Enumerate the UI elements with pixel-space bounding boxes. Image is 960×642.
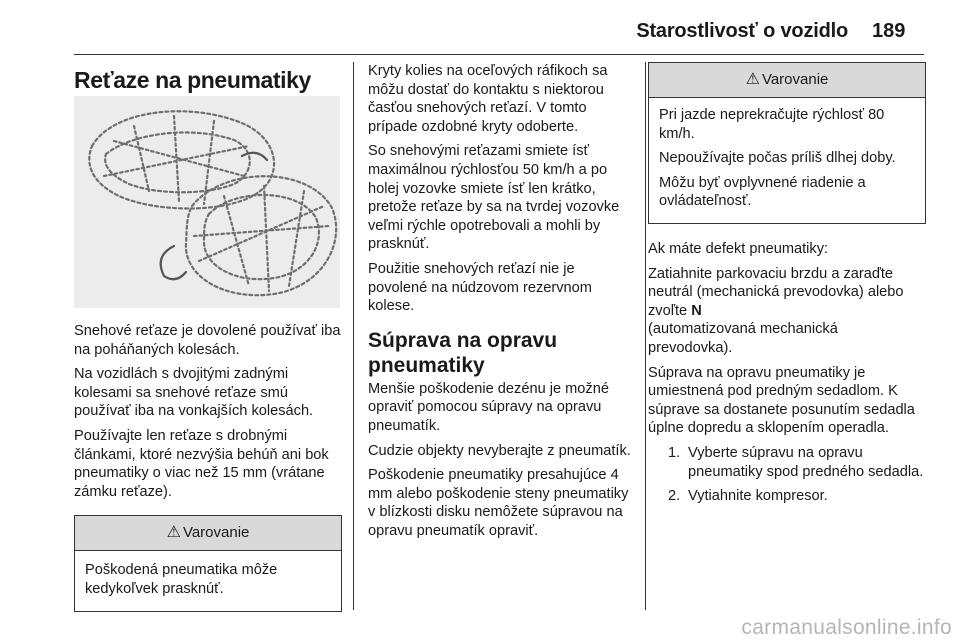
column-divider-1 [353, 62, 354, 610]
warning-header [649, 63, 925, 98]
paragraph-foreign-objects: Cudzie objekty nevyberajte z pneumatík. [368, 442, 631, 459]
step-item [648, 444, 926, 481]
step-number: 1. [668, 444, 681, 461]
section-heading-repair-kit: Súprava na opravu pneumatiky [368, 328, 558, 377]
warning-text-steering: Môžu byť ovplyvnené riadenie a ovládateľnosť. [659, 174, 866, 210]
step-item [648, 487, 926, 506]
section-heading-snow-chains: Reťaze na pneumatiky [74, 67, 311, 93]
paragraph-flat-tyre: Ak máte defekt pneumatiky: [648, 240, 829, 257]
column-2 [368, 62, 636, 546]
paragraph-dual-wheels: Na vozidlách s dvojitými zadnými kolesami sa snehové reťaze smú používať iba na vonkajších kolesách. [74, 366, 314, 420]
header-rule [74, 54, 924, 55]
warning-triangle-icon: ⚠ [166, 524, 181, 542]
step-text: Vytiahnite kompresor. [688, 488, 828, 505]
step-number: 2. [668, 488, 681, 505]
snow-chain-illustration [74, 96, 340, 308]
paragraph-kit-location: Súprava na opravu pneumatiky je umiestnená pod predným sedadlom. K súprave sa dostanete posunutím sedadla úplne dopredu a sklopením operadla. [648, 364, 915, 437]
running-header-title: Starostlivosť o vozidlo [636, 20, 848, 42]
column-1 [74, 62, 342, 94]
warning-text-speed: Pri jazde neprekračujte rýchlosť 80 km/h. [659, 107, 885, 142]
paragraph-chain-links: Používajte len reťaze s drobnými článkami, ktoré nezvýšia behúň ani bok pneumatiky o viac než 15 mm (vrátane zámku reťaze). [74, 427, 329, 500]
paragraph-max-speed: So snehovými reťazami smiete ísť maximálnou rýchlosťou 50 km/h a po holej vozovke smiete ísť len krátko, pretože reťaze by sa na tvrdej vozovke veľmi rýchle opotrebovali a mohli by prasknúť. [368, 143, 620, 253]
column-1-body [74, 322, 342, 612]
paragraph-damage-limit: Poškodenie pneumatiky presahujúce 4 mm alebo poškodenie steny pneumatiky v blízkosti disku nemôžete súpravou na opravu pneumatík opraviť. [368, 467, 629, 539]
warning-box-repair-kit [648, 62, 926, 224]
paragraph-minor-damage: Menšie poškodenie dezénu je možné opraviť pomocou súpravy na opravu pneumatík. [368, 380, 609, 434]
column-3 [648, 62, 926, 512]
watermark: carmanualsonline.info [741, 616, 952, 639]
paragraph-driven-wheels: Snehové reťaze je dovolené používať iba na poháňaných kolesách. [74, 323, 341, 358]
paragraph-automated-gearbox: (automatizovaná mechanická prevodovka). [648, 321, 838, 356]
page-number: 189 [872, 20, 906, 42]
parking-brake-text: Zatiahnite parkovaciu brzdu a zaraďte neutrál (mechanická prevodovka) alebo zvoľte [648, 265, 904, 319]
warning-text: Poškodená pneumatika môže kedykoľvek prasknúť. [85, 562, 278, 597]
paragraph-parking-brake [648, 265, 926, 321]
warning-body [75, 551, 341, 610]
warning-title: Varovanie [761, 71, 829, 88]
warning-header [75, 516, 341, 551]
warning-title: Varovanie [182, 524, 250, 542]
warning-triangle-icon: ⚠ [745, 71, 760, 88]
gear-letter-n: N [691, 302, 702, 319]
warning-text-duration: Nepoužívajte počas príliš dlhej doby. [659, 150, 896, 167]
warning-body [649, 98, 925, 223]
warning-box-damaged-tyre [74, 515, 342, 611]
column-divider-2 [645, 62, 646, 610]
paragraph-spare-wheel: Použitie snehových reťazí nie je povolené na núdzovom rezervnom kolese. [368, 260, 592, 315]
paragraph-wheel-covers: Kryty kolies na oceľových ráfikoch sa môžu dostať do kontaktu s niektorou časťou snehových reťazí. V tomto prípade ozdobné kryty odoberte. [368, 63, 608, 135]
steps-list [648, 444, 926, 506]
step-text: Vyberte súpravu na opravu pneumatiky spod predného sedadla. [688, 444, 924, 480]
